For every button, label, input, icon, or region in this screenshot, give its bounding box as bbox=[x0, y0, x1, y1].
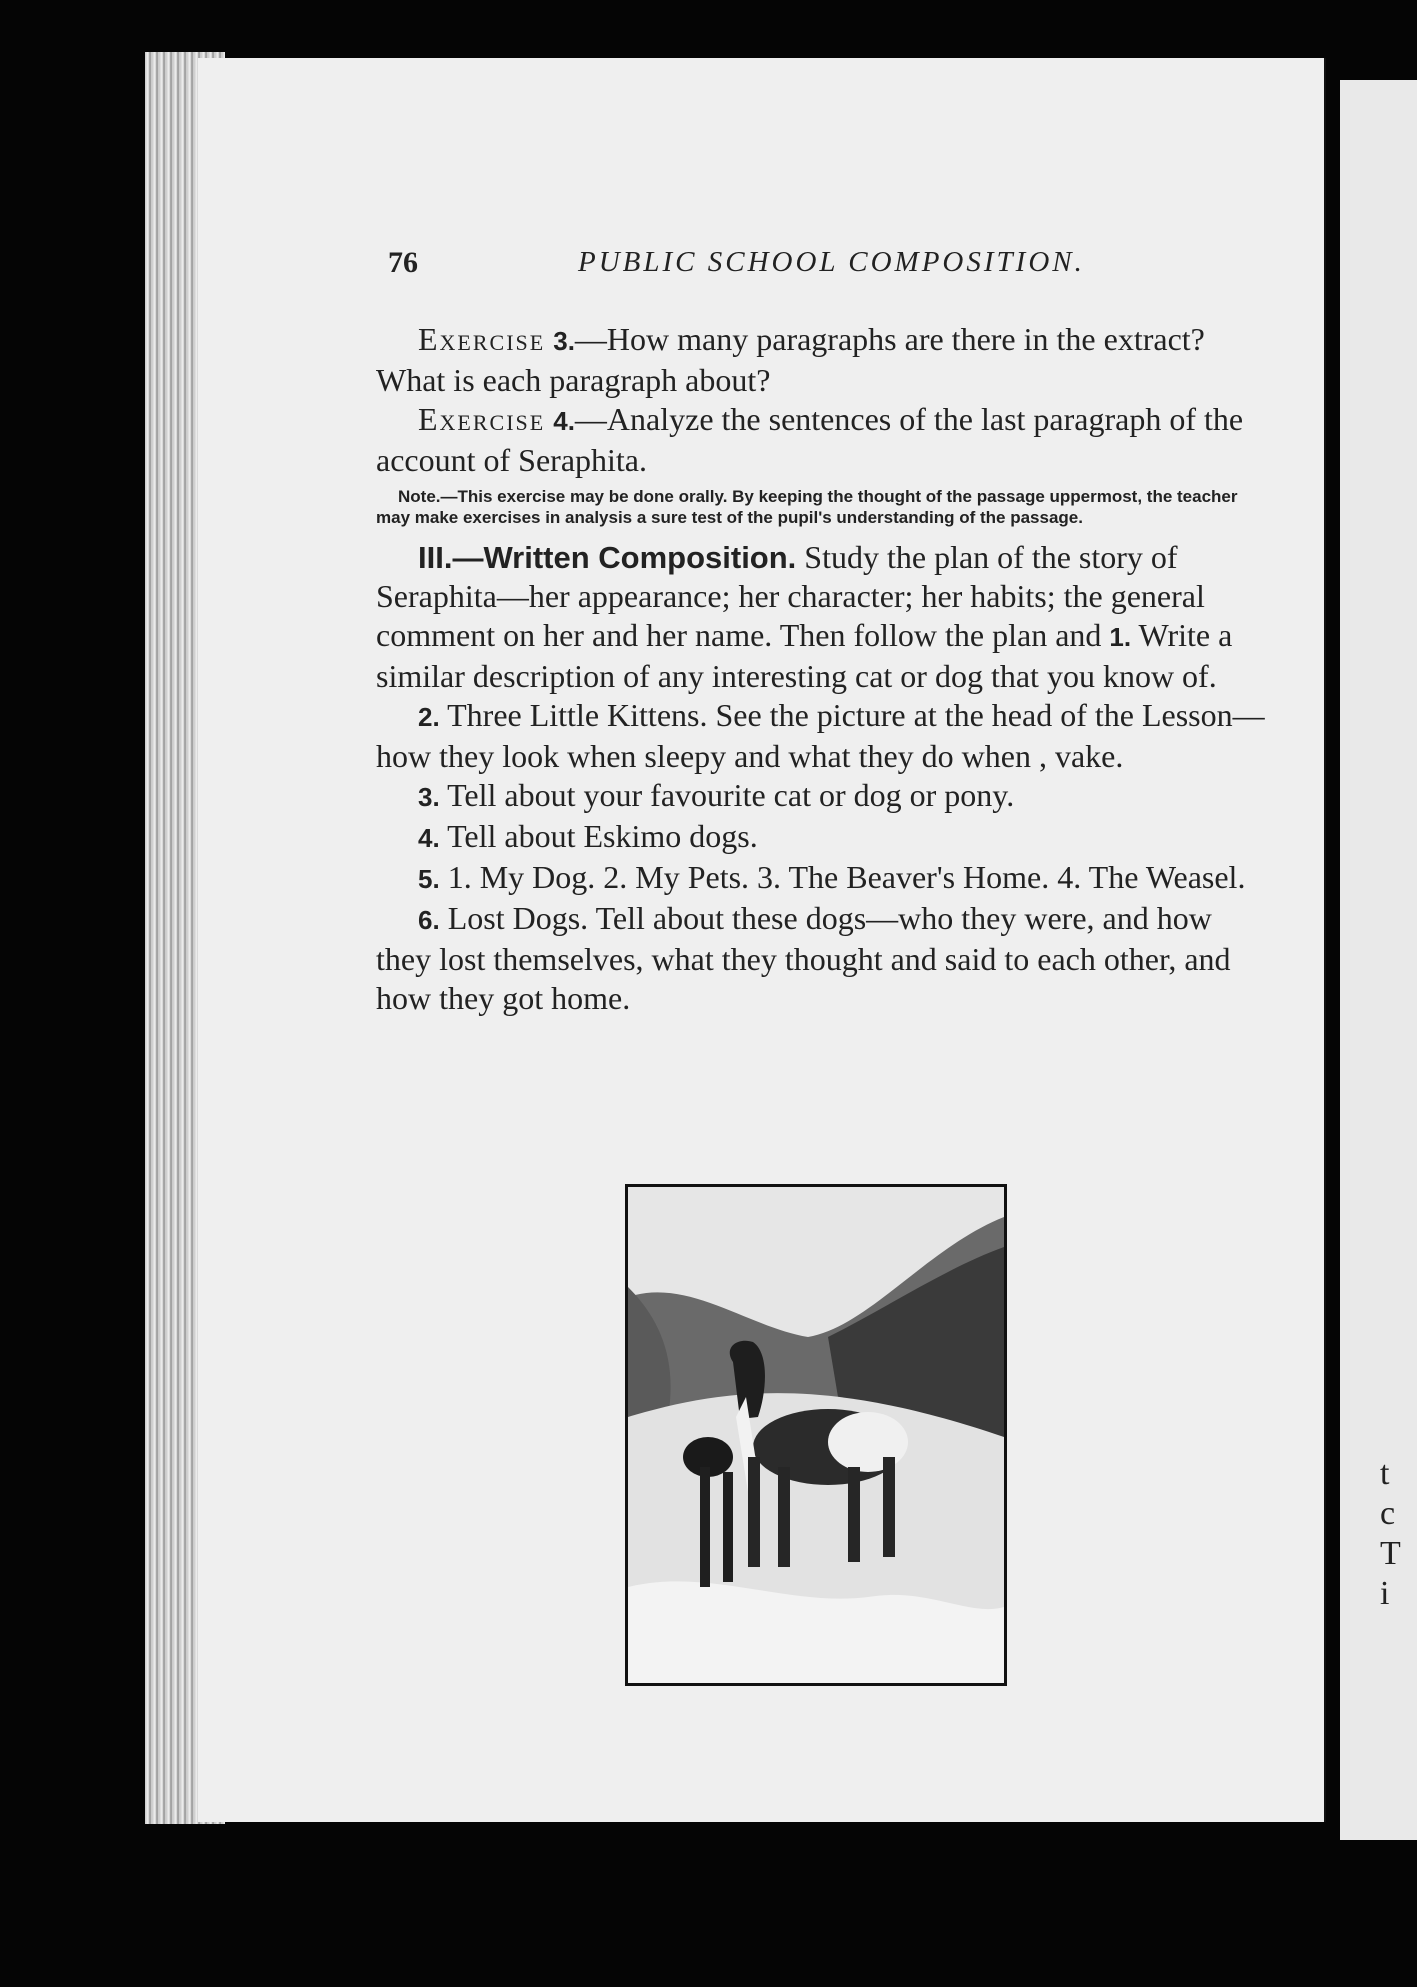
note-label: Note. bbox=[398, 487, 441, 506]
exercise-text: —How many paragraphs are there in the extract? What is each paragraph about? bbox=[376, 321, 1205, 398]
page-header bbox=[388, 246, 1288, 296]
section-written-composition bbox=[376, 538, 1271, 696]
running-title: PUBLIC SCHOOL COMPOSITION. bbox=[578, 246, 1085, 278]
exercise-4 bbox=[376, 400, 1271, 480]
facing-page-letter: t bbox=[1380, 1455, 1390, 1492]
item-text: Lost Dogs. Tell about these dogs—who they were, and how they lost themselves, what they thought and said to each other, and how they got home. bbox=[376, 900, 1231, 1016]
exercise-number: 3. bbox=[553, 326, 575, 356]
list-item bbox=[376, 696, 1271, 776]
section-intro: Study the plan of the story of Seraphita—her appearance; her character; her habits; the general comment on her and her name. Then follow the plan and bbox=[376, 539, 1205, 653]
item-text: Tell about Eskimo dogs. bbox=[447, 818, 758, 854]
item-number: 2. bbox=[418, 702, 440, 732]
page-body bbox=[376, 320, 1271, 1018]
facing-page-letter: c bbox=[1380, 1495, 1396, 1532]
section-heading: III.—Written Composition. bbox=[418, 540, 797, 575]
page-number: 76 bbox=[388, 246, 418, 279]
exercise-text: —Analyze the sentences of the last paragraph of the account of Seraphita. bbox=[376, 401, 1244, 478]
note-text: —This exercise may be done orally. By keeping the thought of the passage uppermost, the teacher may make exercises in analysis a sure test of the pupil's understanding of the passage. bbox=[376, 487, 1238, 527]
item-text: Three Little Kittens. See the picture at the head of the Lesson—how they look when sleepy and what they do when , vake. bbox=[376, 697, 1265, 774]
dogs-illustration bbox=[625, 1184, 1007, 1686]
exercise-number: 4. bbox=[553, 406, 575, 436]
item-number: 3. bbox=[418, 782, 440, 812]
list-item bbox=[376, 817, 1271, 858]
list-item bbox=[376, 899, 1271, 1018]
item-text: 1. My Dog. 2. My Pets. 3. The Beaver's Home. 4. The Weasel. bbox=[447, 859, 1246, 895]
list-item bbox=[376, 776, 1271, 817]
book-page bbox=[198, 58, 1324, 1822]
item-number: 6. bbox=[418, 905, 440, 935]
item-text: Write a similar description of any interesting cat or dog that you know of. bbox=[376, 617, 1233, 694]
exercise-label: Exercise bbox=[418, 401, 546, 437]
item-number: 1. bbox=[1109, 622, 1132, 652]
dogs-in-snow-picture bbox=[628, 1187, 1004, 1683]
item-number: 5. bbox=[418, 864, 440, 894]
facing-page-fragment bbox=[1340, 80, 1417, 1840]
item-text: Tell about your favourite cat or dog or pony. bbox=[447, 777, 1015, 813]
facing-page-letter: T bbox=[1380, 1535, 1401, 1572]
teacher-note bbox=[376, 486, 1271, 528]
item-number: 4. bbox=[418, 823, 440, 853]
facing-page-letter: i bbox=[1380, 1575, 1390, 1612]
list-item bbox=[376, 858, 1271, 899]
exercise-3 bbox=[376, 320, 1271, 400]
exercise-label: Exercise bbox=[418, 321, 546, 357]
